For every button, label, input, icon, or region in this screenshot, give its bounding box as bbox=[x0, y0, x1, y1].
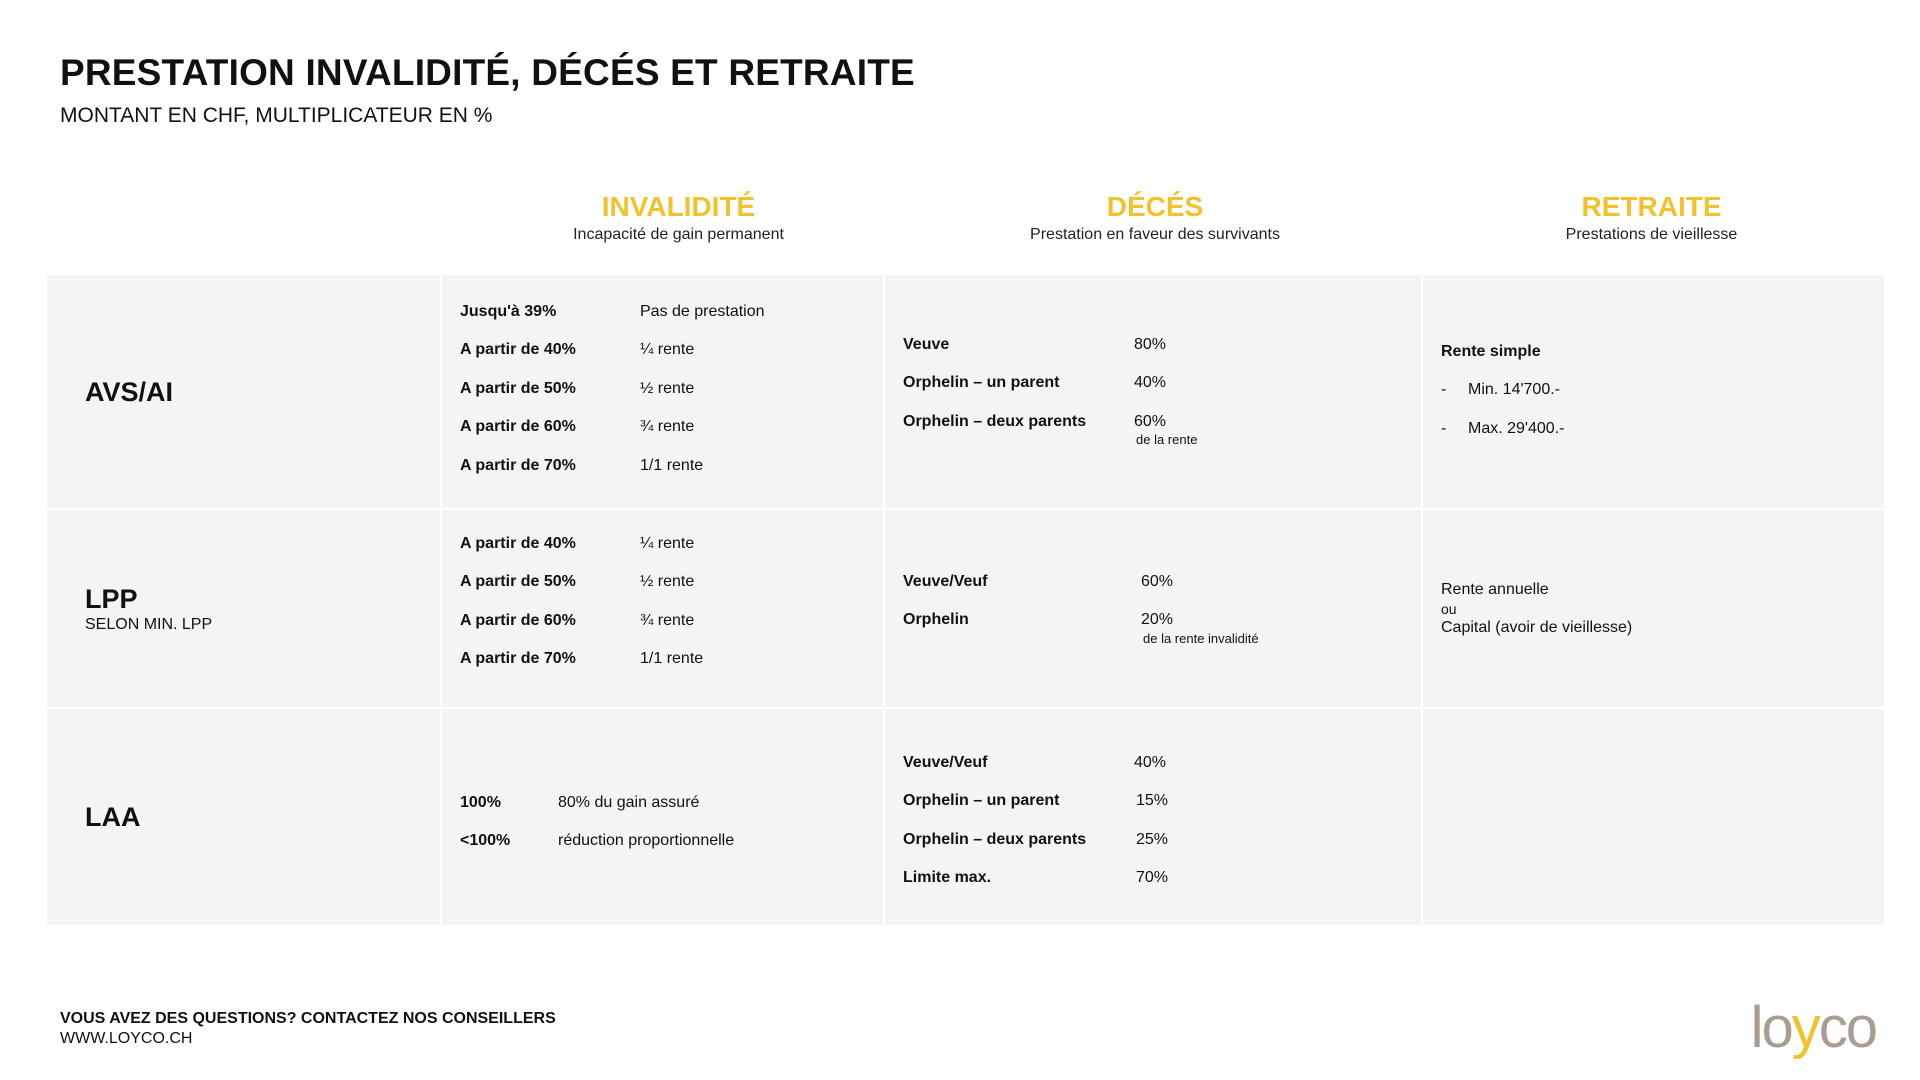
avs-invalidite-cell bbox=[442, 275, 883, 508]
benefits-table bbox=[47, 275, 1884, 927]
logo-part: lo bbox=[1750, 995, 1792, 1060]
column-heading: DÉCÉS bbox=[1106, 191, 1204, 222]
row-label-laa bbox=[47, 709, 440, 925]
benefit-value: ¾ rente bbox=[640, 418, 695, 435]
beneficiary-label: Veuve bbox=[903, 336, 950, 353]
row-sublabel: SELON MIN. LPP bbox=[85, 615, 213, 633]
benefit-value: ½ rente bbox=[640, 380, 695, 397]
column-header-invalidite bbox=[458, 192, 899, 244]
benefit-value: 80% du gain assuré bbox=[558, 794, 700, 811]
benefit-value: réduction proportionnelle bbox=[558, 832, 735, 849]
row-name: AVS/AI bbox=[85, 376, 174, 407]
condition-label: A partir de 70% bbox=[460, 650, 576, 667]
page-title: PRESTATION INVALIDITÉ, DÉCÉS ET RETRAITE bbox=[60, 52, 915, 93]
avs-retraite-cell bbox=[1423, 275, 1884, 508]
retraite-amount: Max. 29'400.- bbox=[1468, 420, 1565, 437]
benefit-value: ¼ rente bbox=[640, 341, 695, 358]
benefit-note: de la rente bbox=[1136, 432, 1198, 447]
benefit-value: 1/1 rente bbox=[640, 650, 704, 667]
condition-label: A partir de 40% bbox=[460, 535, 576, 552]
column-heading: RETRAITE bbox=[1581, 191, 1722, 222]
loyco-logo bbox=[1751, 994, 1876, 1061]
logo-part: co bbox=[1818, 995, 1876, 1060]
benefit-percent: 60% bbox=[1141, 573, 1174, 590]
condition-label: A partir de 70% bbox=[460, 457, 576, 474]
benefit-percent: 40% bbox=[1134, 374, 1167, 391]
benefit-percent: 40% bbox=[1134, 754, 1167, 771]
condition-label: A partir de 50% bbox=[460, 380, 576, 397]
row-name: LPP bbox=[85, 583, 138, 614]
benefit-percent: 25% bbox=[1136, 831, 1169, 848]
benefit-value: Pas de prestation bbox=[640, 303, 765, 320]
benefit-percent: 20% bbox=[1141, 611, 1174, 628]
row-name: LAA bbox=[85, 802, 141, 832]
beneficiary-label: Orphelin bbox=[903, 611, 969, 628]
benefit-percent: 80% bbox=[1134, 336, 1167, 353]
row-label-avs bbox=[47, 275, 440, 508]
beneficiary-label: Orphelin – un parent bbox=[903, 792, 1060, 809]
logo-part-accent: y bbox=[1791, 995, 1819, 1060]
retraite-amount: Min. 14'700.- bbox=[1468, 381, 1560, 398]
lpp-deces-cell bbox=[885, 510, 1421, 707]
benefit-value: ¼ rente bbox=[640, 535, 695, 552]
beneficiary-label: Orphelin – deux parents bbox=[903, 831, 1087, 848]
benefit-value: ½ rente bbox=[640, 573, 695, 590]
condition-label: A partir de 50% bbox=[460, 573, 576, 590]
laa-deces-cell bbox=[885, 709, 1421, 925]
page-subtitle: MONTANT EN CHF, MULTIPLICATEUR EN % bbox=[60, 104, 493, 127]
beneficiary-label: Limite max. bbox=[903, 869, 992, 886]
row-label-lpp bbox=[47, 510, 440, 707]
benefit-value: 1/1 rente bbox=[640, 457, 704, 474]
benefit-value: ¾ rente bbox=[640, 612, 695, 629]
avs-deces-cell bbox=[885, 275, 1421, 508]
beneficiary-label: Orphelin – un parent bbox=[903, 374, 1060, 391]
list-dash: - bbox=[1441, 420, 1447, 437]
benefit-percent: 70% bbox=[1136, 869, 1169, 886]
benefit-note: de la rente invalidité bbox=[1143, 631, 1259, 646]
laa-invalidite-cell bbox=[442, 709, 883, 925]
retraite-line-or: ou bbox=[1441, 601, 1457, 617]
column-subheading: Incapacité de gain permanent bbox=[573, 226, 784, 243]
column-subheading: Prestation en faveur des survivants bbox=[1030, 226, 1280, 243]
benefit-percent: 15% bbox=[1136, 792, 1169, 809]
laa-retraite-cell bbox=[1423, 709, 1884, 925]
condition-label: A partir de 60% bbox=[460, 612, 576, 629]
list-dash: - bbox=[1441, 381, 1447, 398]
column-header-retraite bbox=[1421, 192, 1882, 244]
condition-label: 100% bbox=[460, 794, 501, 811]
beneficiary-label: Veuve/Veuf bbox=[903, 754, 988, 771]
beneficiary-label: Veuve/Veuf bbox=[903, 573, 988, 590]
condition-label: A partir de 40% bbox=[460, 341, 576, 358]
condition-label: <100% bbox=[460, 832, 511, 849]
footer-url-link[interactable]: WWW.LOYCO.CH bbox=[60, 1030, 193, 1047]
beneficiary-label: Orphelin – deux parents bbox=[903, 413, 1087, 430]
column-subheading: Prestations de vieillesse bbox=[1565, 226, 1738, 243]
lpp-invalidite-cell bbox=[442, 510, 883, 707]
footer-question: VOUS AVEZ DES QUESTIONS? CONTACTEZ NOS CONSEILLERS bbox=[60, 1010, 556, 1027]
column-header-deces bbox=[887, 192, 1423, 244]
retraite-line: Capital (avoir de vieillesse) bbox=[1441, 619, 1633, 636]
condition-label: A partir de 60% bbox=[460, 418, 576, 435]
retraite-line: Rente annuelle bbox=[1441, 581, 1549, 598]
retraite-title: Rente simple bbox=[1441, 343, 1541, 360]
condition-label: Jusqu'à 39% bbox=[460, 303, 557, 320]
lpp-retraite-cell bbox=[1423, 510, 1884, 707]
benefit-percent: 60% bbox=[1134, 413, 1167, 430]
column-heading: INVALIDITÉ bbox=[601, 191, 756, 222]
